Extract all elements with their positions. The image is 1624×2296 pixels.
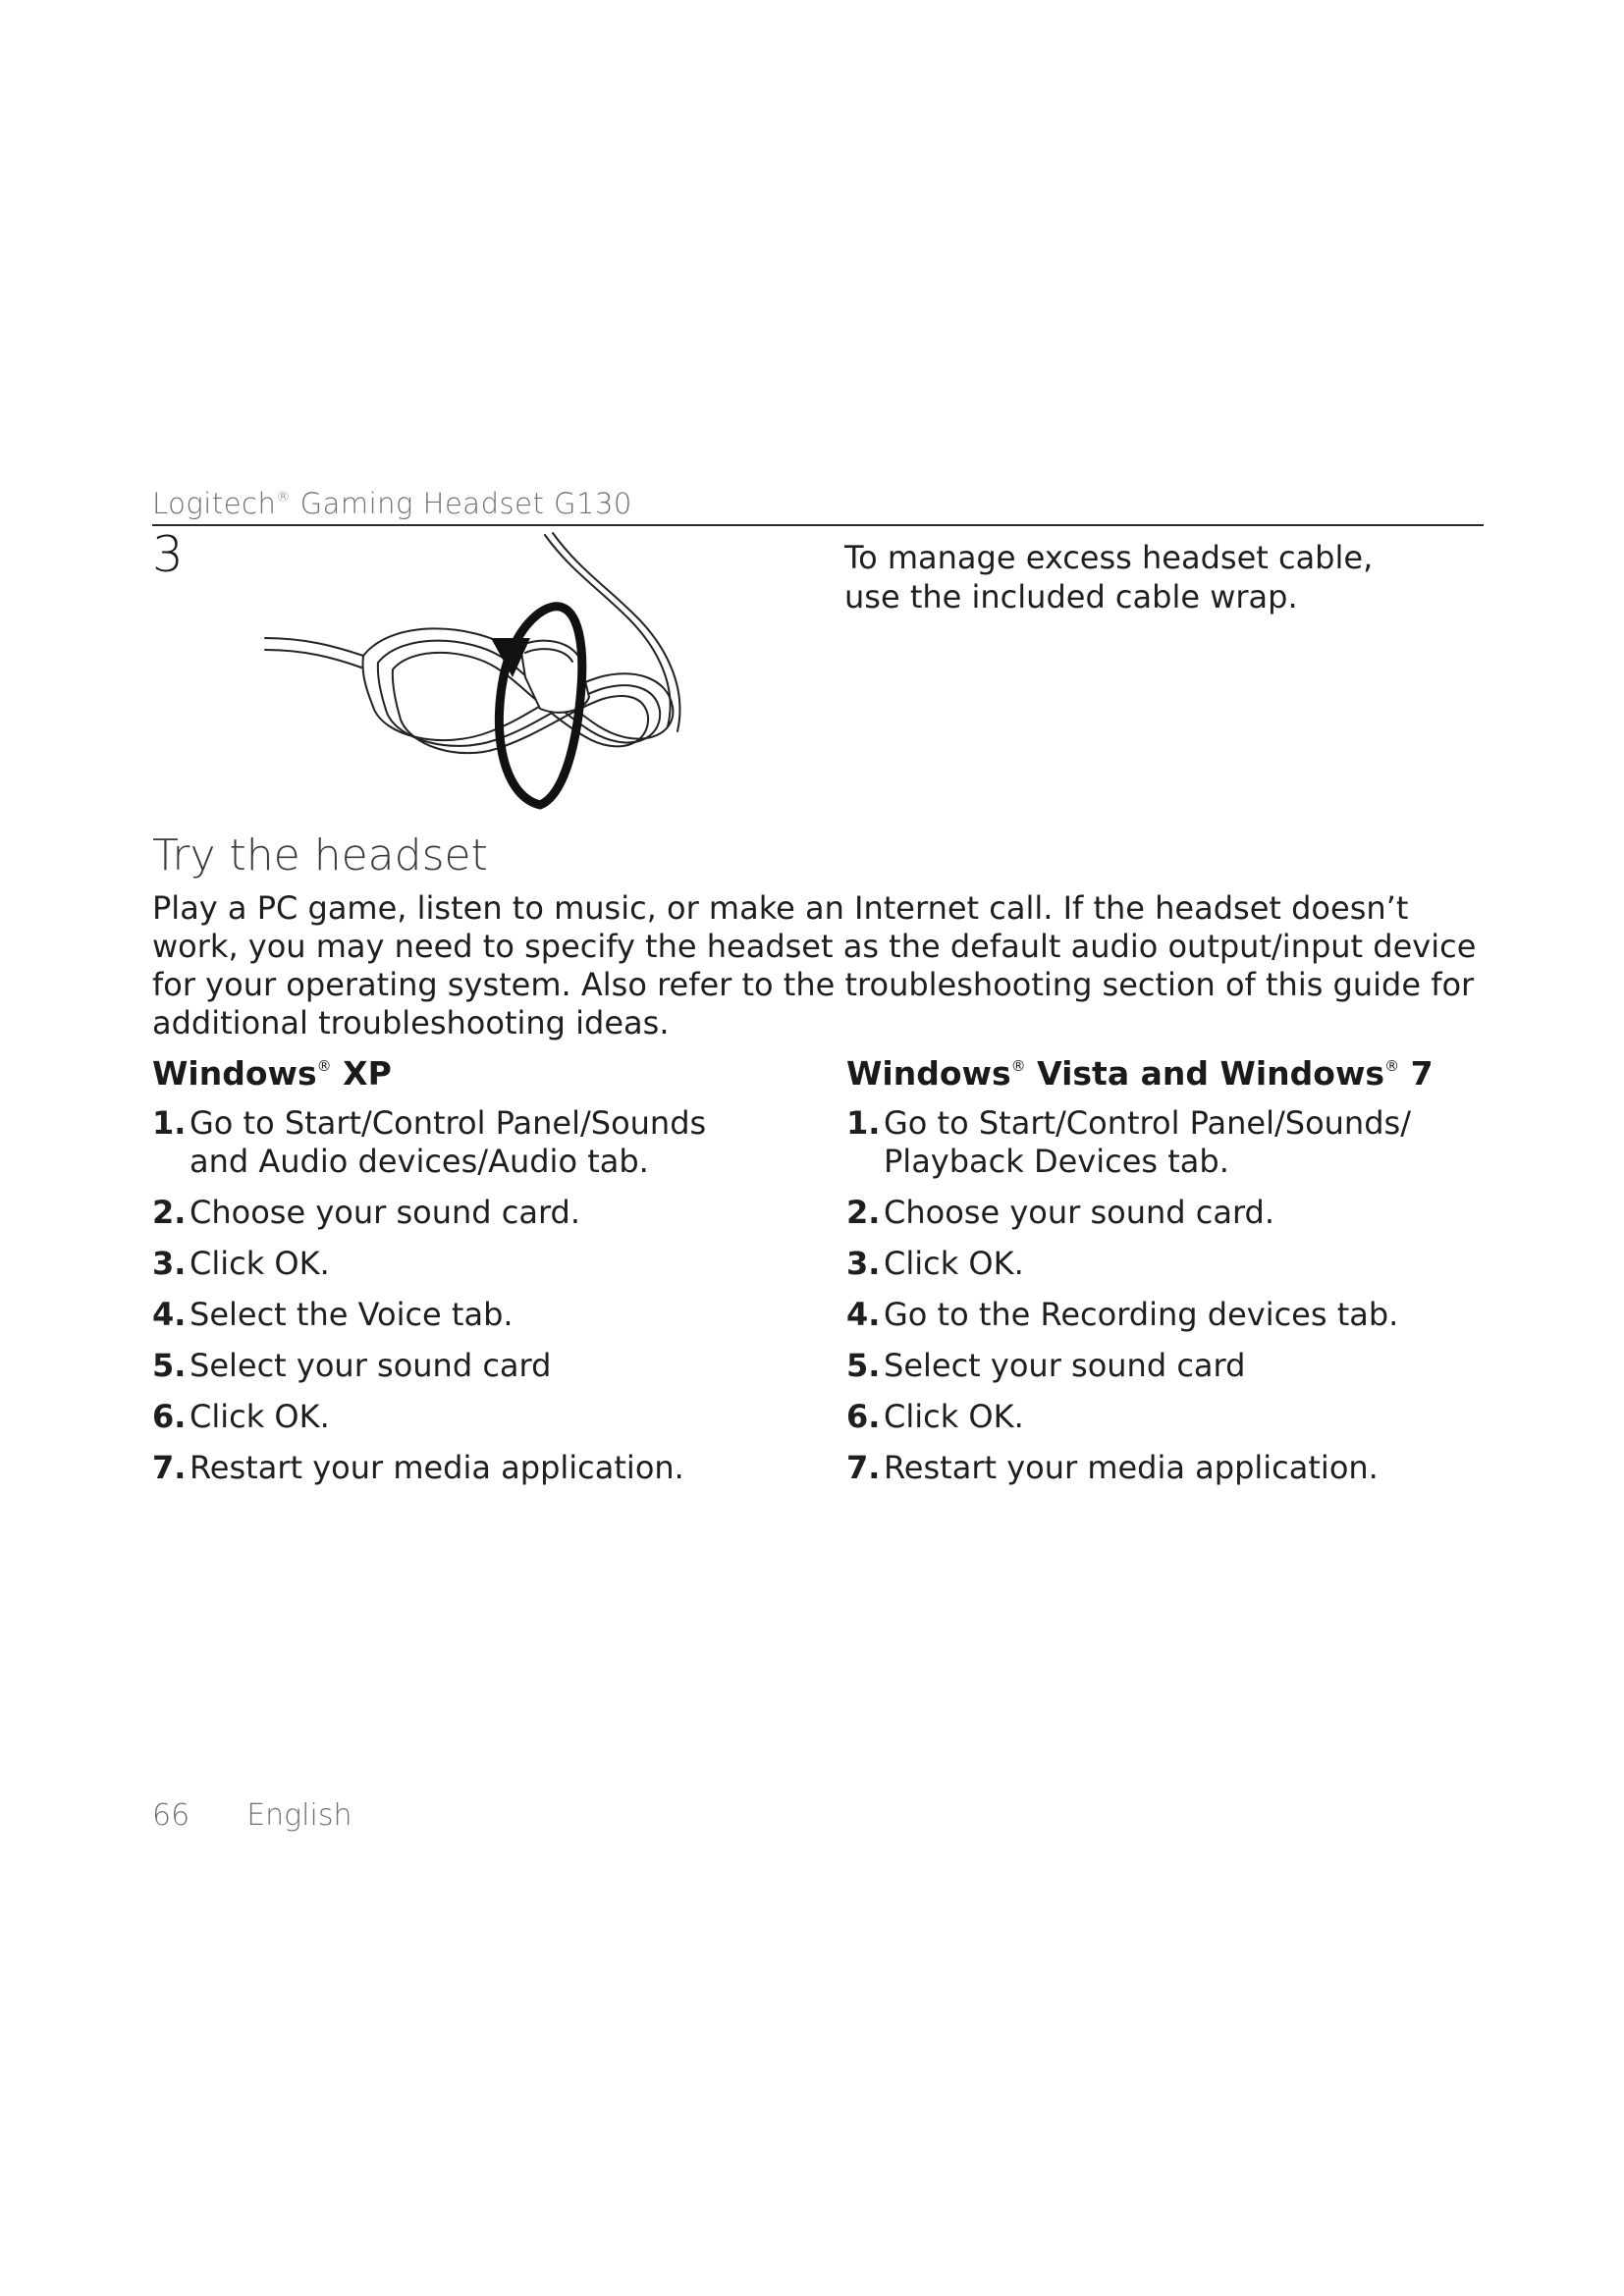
heading-part: Windows: [152, 1054, 317, 1093]
step-text: Click OK.: [884, 1398, 1024, 1435]
step-index: 2.: [846, 1194, 881, 1231]
step-description: To manage excess headset cable, use the included cable wrap.: [844, 539, 1374, 615]
section-title: Try the headset: [152, 830, 488, 881]
page-footer: [152, 1798, 408, 1833]
step-index: 7.: [846, 1449, 881, 1486]
step-index: 3.: [152, 1245, 187, 1282]
heading-part: Windows: [846, 1054, 1011, 1093]
step-text: Choose your sound card.: [189, 1194, 581, 1231]
list-item: [846, 1347, 1494, 1385]
page-number: 66: [152, 1798, 190, 1833]
step-text: Click OK.: [884, 1245, 1024, 1282]
step-text: Click OK.: [189, 1398, 330, 1435]
step-text: Go to Start/Control Panel/Sounds/ Playback Devices tab.: [884, 1104, 1411, 1180]
heading-part: 7: [1399, 1054, 1434, 1093]
list-item: [846, 1296, 1494, 1334]
document-header: [152, 487, 632, 520]
cable-wrap-illustration: [245, 530, 697, 825]
list-item: [846, 1194, 1494, 1232]
list-item: [152, 1296, 741, 1334]
step-text: Select your sound card: [189, 1347, 552, 1384]
step-index: 5.: [152, 1347, 187, 1384]
windows-vista-7-steps: [846, 1104, 1494, 1487]
step-text: Click OK.: [189, 1245, 330, 1282]
step-index: 5.: [846, 1347, 881, 1384]
step-index: 4.: [152, 1296, 187, 1333]
language-label: English: [246, 1798, 352, 1833]
list-item: [846, 1104, 1494, 1181]
list-item: [152, 1449, 741, 1487]
windows-xp-instructions: [152, 1054, 741, 1500]
step-text: Select your sound card: [884, 1347, 1246, 1384]
list-item: [846, 1398, 1494, 1436]
step-text: Go to Start/Control Panel/Sounds and Audio devices/Audio tab.: [189, 1104, 707, 1180]
list-item: [152, 1347, 741, 1385]
registered-mark: ®: [1384, 1057, 1400, 1075]
registered-mark: ®: [316, 1057, 332, 1075]
brand-name: Logitech: [152, 487, 277, 520]
step-index: 4.: [846, 1296, 881, 1333]
heading-part: Vista and Windows: [1025, 1054, 1385, 1093]
windows-xp-steps: [152, 1104, 741, 1487]
windows-vista-7-heading: [846, 1054, 1494, 1093]
heading-part: XP: [331, 1054, 392, 1093]
step-text: Go to the Recording devices tab.: [884, 1296, 1399, 1333]
registered-mark: ®: [276, 490, 291, 506]
windows-xp-heading: [152, 1054, 741, 1093]
step-text: Choose your sound card.: [884, 1194, 1275, 1231]
product-name: Gaming Headset G130: [290, 487, 632, 520]
step-index: 6.: [152, 1398, 187, 1435]
list-item: [846, 1245, 1494, 1283]
windows-vista-7-instructions: [846, 1054, 1494, 1500]
list-item: [152, 1398, 741, 1436]
step-index: 6.: [846, 1398, 881, 1435]
step-text: Restart your media application.: [189, 1449, 684, 1486]
step-number: 3: [152, 526, 184, 583]
list-item: [152, 1194, 741, 1232]
step-text: Restart your media application.: [884, 1449, 1379, 1486]
step-index: 7.: [152, 1449, 187, 1486]
list-item: [152, 1245, 741, 1283]
section-intro: Play a PC game, listen to music, or make an Internet call. If the headset doesn’t work, you may need to specify the headset as the default audio output/input device for your operating system. Also refer to the troubleshooting section of this guide for additional troubleshooting ideas.: [152, 889, 1477, 1041]
step-index: 2.: [152, 1194, 187, 1231]
list-item: [152, 1104, 741, 1181]
step-index: 1.: [152, 1104, 187, 1142]
list-item: [846, 1449, 1494, 1487]
step-index: 1.: [846, 1104, 881, 1142]
registered-mark: ®: [1010, 1057, 1026, 1075]
step-index: 3.: [846, 1245, 881, 1282]
step-text: Select the Voice tab.: [189, 1296, 514, 1333]
header-divider: [152, 524, 1484, 526]
